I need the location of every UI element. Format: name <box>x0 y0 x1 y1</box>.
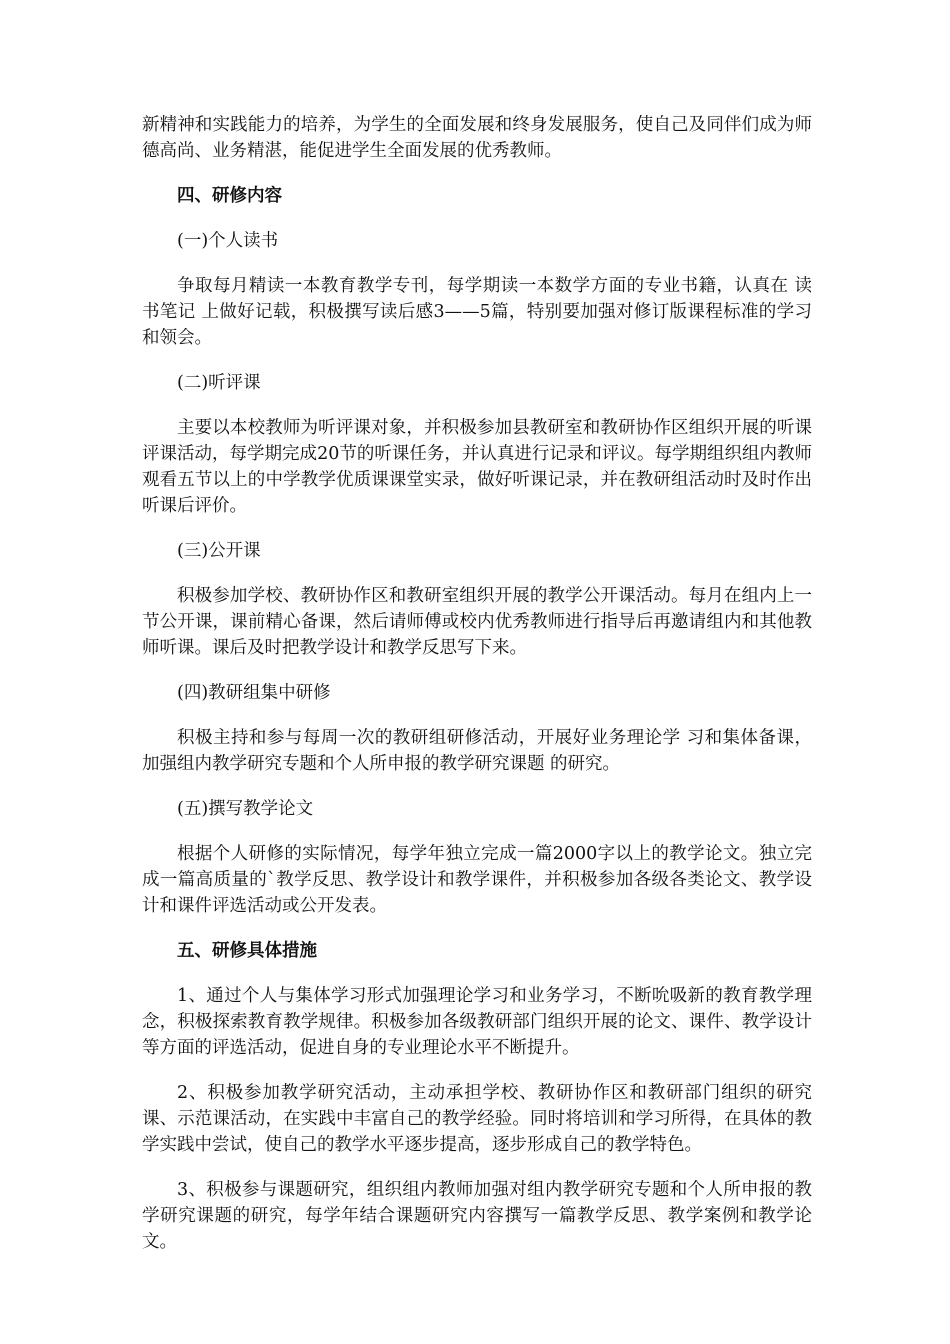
subheading-writing-papers: (五)撰写教学论文 <box>177 799 314 819</box>
subheading-group-research: (四)教研组集中研修 <box>177 683 331 703</box>
subheading-personal-reading: (一)个人读书 <box>177 231 279 251</box>
intro-paragraph: 新精神和实践能力的培养，为学生的全面发展和终身发展服务，使自己及同伴们成为师德高尚、业务精湛，能促进学生全面发展的优秀教师。 <box>142 115 812 161</box>
paragraph-personal-reading: 争取每月精读一本教育教学专刊，每学期读一本数学方面的专业书籍，认真在 读书笔记 上做好记载，积极撰写读后感3——5篇，特别要加强对修订版课程标准的学习和领会。 <box>142 276 812 348</box>
measure-item-2: 2、积极参加教学研究活动，主动承担学校、教研协作区和教研部门组织的研究课、示范课活动，在实践中丰富自己的教学经验。同时将培训和学习所得，在具体的教学实践中尝试，使自己的教学水平逐步提高，逐步形成自己的教学特色。 <box>142 1083 812 1155</box>
section-heading-measures: 五、研修具体措施 <box>177 941 317 961</box>
paragraph-open-class: 积极参加学校、教研协作区和教研室组织开展的教学公开课活动。每月在组内上一节公开课，课前精心备课，然后请师傅或校内优秀教师进行指导后再邀请组内和其他教师听课。课后及时把教学设计和教学反思写下来。 <box>142 586 812 658</box>
paragraph-lesson-observation: 主要以本校教师为听评课对象，并积极参加县教研室和教研协作区组织开展的听课评课活动，每学期完成20节的听课任务，并认真进行记录和评议。每学期组织组内教师观看五节以上的中学教学优质课课堂实录，做好听课记录，并在教研组活动时及时作出听课后评价。 <box>142 418 812 516</box>
measure-item-1: 1、通过个人与集体学习形式加强理论学习和业务学习，不断吮吸新的教育教学理念，积极探索教育教学规律。积极参加各级教研部门组织开展的论文、课件、教学设计等方面的评选活动，促进自身的专业理论水平不断提升。 <box>142 986 812 1058</box>
subheading-lesson-observation: (二)听评课 <box>177 373 261 393</box>
paragraph-writing-papers: 根据个人研修的实际情况，每学年独立完成一篇2000字以上的教学论文。独立完成一篇高质量的`教学反思、教学设计和教学课件，并积极参加各级各类论文、教学设计和课件评选活动或公开发表。 <box>142 844 812 916</box>
paragraph-group-research: 积极主持和参与每周一次的教研组研修活动，开展好业务理论学 习和集体备课，加强组内教学研究专题和个人所申报的教学研究课题 的研究。 <box>142 728 812 774</box>
section-heading-research-content: 四、研修内容 <box>177 186 282 206</box>
subheading-open-class: (三)公开课 <box>177 541 261 561</box>
measure-item-3: 3、积极参与课题研究，组织组内教师加强对组内教学研究专题和个人所申报的教学研究课题的研究，每学年结合课题研究内容撰写一篇教学反思、教学案例和教学论文。 <box>142 1180 812 1252</box>
document-body <box>142 112 812 1274</box>
